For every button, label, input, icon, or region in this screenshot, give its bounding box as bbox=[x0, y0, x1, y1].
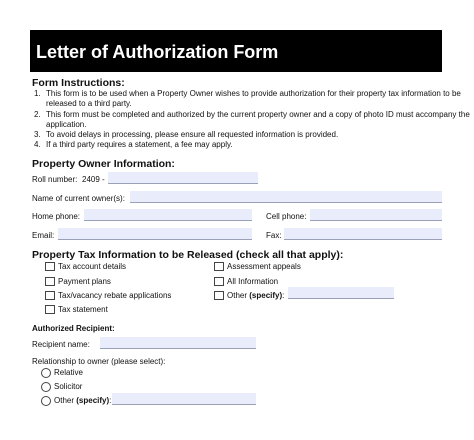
instruction-number: 4. bbox=[34, 140, 41, 149]
checkbox-label: Tax account details bbox=[58, 262, 127, 271]
payment-plans-checkbox[interactable] bbox=[45, 277, 55, 286]
instruction-text: If a third party requires a statement, a fee may apply. bbox=[46, 140, 233, 149]
checkbox-label: Assessment appeals bbox=[227, 262, 301, 271]
other-relationship-radio[interactable] bbox=[41, 396, 51, 406]
rebate-applications-checkbox[interactable] bbox=[45, 291, 55, 300]
instruction-text: released to a third party. bbox=[46, 99, 132, 108]
tax-account-details-checkbox[interactable] bbox=[45, 262, 55, 271]
roll-number-label: Roll number: bbox=[32, 175, 78, 184]
instruction-text: To avoid delays in processing, please ensure all requested information is provided. bbox=[46, 130, 339, 139]
other-relationship-specify-field[interactable] bbox=[112, 393, 256, 405]
relative-radio[interactable] bbox=[41, 368, 51, 378]
instruction-number: 2. bbox=[34, 110, 41, 119]
instruction-text: application. bbox=[46, 120, 87, 129]
cell-phone-field[interactable] bbox=[310, 209, 442, 221]
recipient-name-label: Recipient name: bbox=[32, 340, 90, 349]
assessment-appeals-checkbox[interactable] bbox=[214, 262, 224, 271]
other-relationship-label: Other (specify): bbox=[54, 396, 112, 405]
checkbox-label: Tax/vacancy rebate applications bbox=[58, 291, 172, 300]
owner-name-field[interactable] bbox=[130, 191, 442, 203]
instruction-number: 3. bbox=[34, 130, 41, 139]
other-info-label: Other (specify): bbox=[227, 291, 285, 300]
fax-label: Fax: bbox=[266, 231, 282, 240]
instruction-text: This form is to be used when a Property Owner wishes to provide authorization for their property tax information to be bbox=[46, 89, 461, 98]
fax-field[interactable] bbox=[284, 228, 442, 240]
owner-name-label: Name of current owner(s): bbox=[32, 194, 125, 203]
roll-number-field[interactable] bbox=[108, 172, 258, 184]
email-label: Email: bbox=[32, 231, 55, 240]
instructions-heading: Form Instructions: bbox=[32, 77, 125, 89]
relationship-label: Relationship to owner (please select): bbox=[32, 357, 166, 366]
radio-label: Solicitor bbox=[54, 382, 83, 391]
recipient-name-field[interactable] bbox=[100, 337, 256, 349]
email-field[interactable] bbox=[58, 228, 252, 240]
tax-info-heading: Property Tax Information to be Released (check all that apply): bbox=[32, 249, 344, 261]
roll-number-prefix: 2409 - bbox=[82, 175, 105, 184]
solicitor-radio[interactable] bbox=[41, 382, 51, 392]
owner-info-heading: Property Owner Information: bbox=[32, 158, 175, 170]
cell-phone-label: Cell phone: bbox=[266, 212, 307, 221]
all-information-checkbox[interactable] bbox=[214, 277, 224, 286]
home-phone-label: Home phone: bbox=[32, 212, 81, 221]
other-info-checkbox[interactable] bbox=[214, 291, 224, 300]
checkbox-label: All Information bbox=[227, 277, 279, 286]
checkbox-label: Tax statement bbox=[58, 305, 108, 314]
instruction-number: 1. bbox=[34, 89, 41, 98]
other-info-specify-field[interactable] bbox=[288, 287, 394, 299]
tax-statement-checkbox[interactable] bbox=[45, 305, 55, 314]
radio-label: Relative bbox=[54, 368, 83, 377]
recipient-heading: Authorized Recipient: bbox=[32, 324, 115, 333]
instruction-text: This form must be completed and authorized by the current property owner and a copy of photo ID must accompany the bbox=[46, 110, 470, 119]
checkbox-label: Payment plans bbox=[58, 277, 111, 286]
home-phone-field[interactable] bbox=[84, 209, 252, 221]
form-title: Letter of Authorization Form bbox=[30, 30, 442, 72]
